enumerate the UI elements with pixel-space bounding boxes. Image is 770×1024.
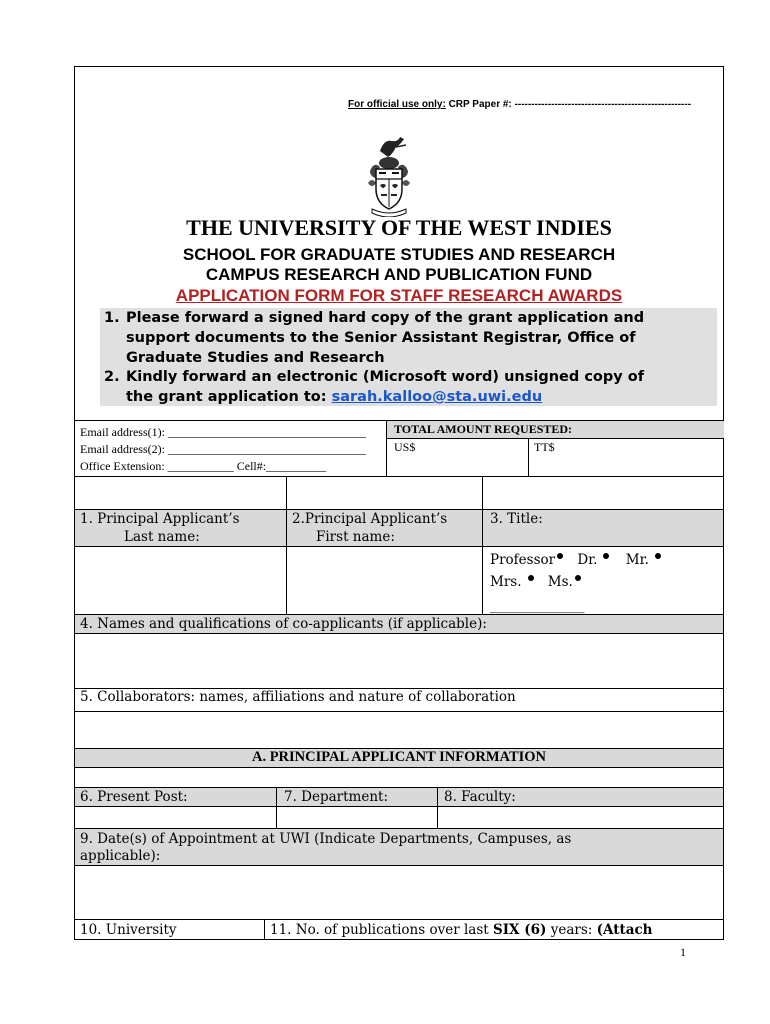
instruction-1-line-2: support documents to the Senior Assistant Registrar, Office of: [126, 330, 636, 346]
email-address-2[interactable]: Email address(2): _________________________________: [80, 442, 366, 456]
last-name-label-1: 1. Principal Applicant’s: [80, 511, 240, 527]
instructions-box: [100, 308, 717, 406]
section-a-heading: A. PRINCIPAL APPLICANT INFORMATION: [251, 749, 547, 765]
appointment-label-2: applicable):: [80, 848, 161, 864]
col-divider-1b: [286, 509, 287, 546]
fund-title: CAMPUS RESEARCH AND PUBLICATION FUND: [205, 265, 593, 284]
publications-mid: years:: [550, 922, 593, 938]
publications-label: [270, 922, 653, 938]
post-divider-1: [276, 787, 277, 828]
amount-currency-divider: [528, 438, 529, 476]
first-name-label-1: 2.Principal Applicant’s: [292, 511, 448, 527]
instruction-2-line-1: Kindly forward an electronic (Microsoft word) unsigned copy of: [126, 369, 645, 385]
option-professor[interactable]: Professor: [490, 552, 556, 568]
university-crest-icon: [366, 133, 412, 217]
rule-711: [74, 711, 724, 712]
faculty-label: 8. Faculty:: [444, 789, 516, 805]
option-mrs[interactable]: Mrs.: [490, 574, 522, 590]
option-dr[interactable]: Dr.: [577, 552, 598, 568]
collaborators-label: 5. Collaborators: names, affiliations and nature of collaboration: [80, 689, 516, 705]
instruction-1-line-1: Please forward a signed hard copy of the grant application and: [126, 310, 645, 326]
title-options-row-1: [490, 552, 661, 568]
official-use-line: [348, 99, 691, 110]
title-options-row-2: [490, 574, 581, 590]
university-title: THE UNIVERSITY OF THE WEST INDIES: [186, 215, 612, 240]
ms-radio-icon[interactable]: [575, 575, 581, 581]
amount-header-rule: [386, 438, 724, 439]
appointment-label-1: 9. Date(s) of Appointment at UWI (Indicate Departments, Campuses, as: [80, 831, 572, 847]
rule-546: [74, 546, 724, 547]
crp-paper-label: CRP Paper #: -----------------------------------------------------: [448, 99, 692, 110]
last-name-label-2: Last name:: [124, 529, 200, 545]
rule-633: [74, 633, 724, 634]
rule-767: [74, 767, 724, 768]
title-label: 3. Title:: [490, 511, 543, 527]
post-divider-2: [437, 787, 438, 828]
dr-radio-icon[interactable]: [603, 553, 609, 559]
office-extension[interactable]: Office Extension: ___________ Cell#:__________: [80, 459, 327, 473]
option-mr[interactable]: Mr.: [625, 552, 649, 568]
department-label: 7. Department:: [284, 789, 389, 805]
amount-usd[interactable]: US$: [394, 440, 416, 454]
instruction-1-number: 1.: [104, 310, 120, 326]
rule-919: [74, 919, 724, 920]
instruction-2-line-2: [126, 387, 714, 407]
official-use-label: For official use only:: [348, 99, 446, 110]
co-applicants-label: 4. Names and qualifications of co-applicants (if applicable):: [80, 616, 487, 632]
rule-806: [74, 806, 724, 807]
instruction-1-line-3: Graduate Studies and Research: [126, 350, 385, 366]
amount-label: TOTAL AMOUNT REQUESTED:: [394, 422, 573, 436]
instruction-2-number: 2.: [104, 369, 120, 385]
professor-radio-icon[interactable]: [557, 553, 563, 559]
publications-prefix: 11. No. of publications over last: [270, 922, 489, 938]
email-address-1[interactable]: Email address(1): _________________________________: [80, 425, 366, 439]
instruction-2-prefix: the grant application to:: [126, 389, 327, 405]
school-title: SCHOOL FOR GRADUATE STUDIES AND RESEARCH: [182, 245, 616, 264]
mr-radio-icon[interactable]: [655, 553, 661, 559]
publications-attach: (Attach: [596, 922, 653, 938]
page-number: 1: [680, 945, 686, 959]
email-link[interactable]: sarah.kalloo@sta.uwi.edu: [331, 389, 543, 405]
title-other-line[interactable]: ______________: [490, 598, 585, 614]
option-ms[interactable]: Ms.: [547, 574, 573, 590]
university-label: 10. University: [80, 922, 177, 938]
publications-years: SIX (6): [492, 922, 547, 938]
present-post-label: 6. Present Post:: [80, 789, 188, 805]
rule-476: [74, 476, 724, 477]
first-name-label-2: First name:: [316, 529, 395, 545]
rule-865: [74, 865, 724, 866]
form-title: APPLICATION FORM FOR STAFF RESEARCH AWARDS: [175, 286, 623, 305]
amount-ttd[interactable]: TT$: [534, 440, 555, 454]
mrs-radio-icon[interactable]: [528, 575, 534, 581]
university-divider: [264, 919, 265, 940]
col-divider-2b: [482, 509, 483, 546]
